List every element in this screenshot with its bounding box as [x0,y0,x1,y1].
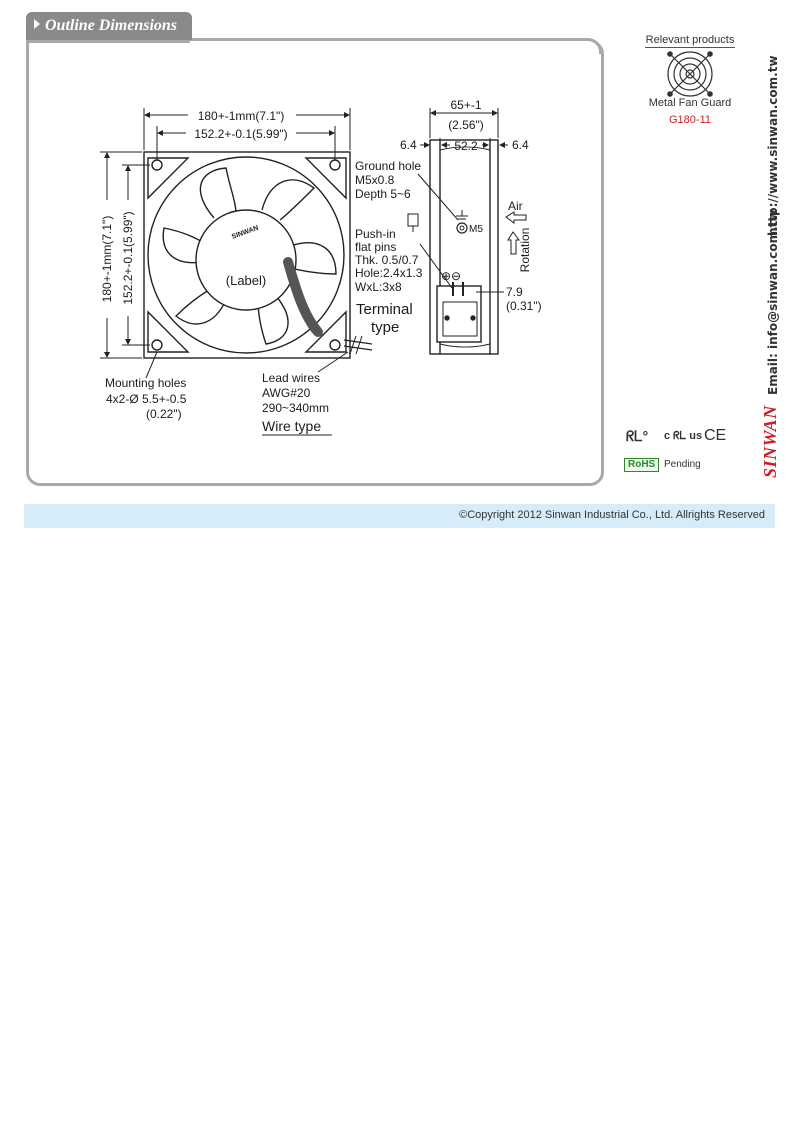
mounting-holes-inch: (0.22") [146,407,182,421]
hole-spacing-vertical: 152.2+-0.1(5.99") [121,211,135,305]
inner-depth-dim: 52.2 [454,139,478,153]
corner-strut [148,312,188,352]
ce-mark: CE [704,427,727,444]
fan-blade [200,168,236,218]
push-in-size: WxL:3x8 [355,280,402,294]
depth-dim: 65+-1 [450,98,482,112]
footer-bar [24,504,775,528]
mounting-hole [152,160,162,170]
relevant-product-code[interactable]: G180-11 [669,114,711,126]
fan-blade [262,180,314,220]
lead-wire-end [344,340,372,344]
copyright-text: ©Copyright 2012 Sinwan Industrial Co., Ltd. Allrights Reserved [459,509,765,521]
flange-right-dim: 6.4 [512,138,529,152]
fan-hub [196,210,296,310]
fan-front-view [144,152,372,358]
ul-mark: ᖇᒪ° [626,428,649,444]
flange-left-dim: 6.4 [400,138,417,152]
ground-hole-depth: Depth 5~6 [355,187,411,201]
cul-mark: c ᖇᒪ us [664,430,703,442]
fan-blade [290,243,336,274]
polarity-symbols: ⊕⊖ [441,269,462,283]
corner-strut [148,158,188,198]
mounting-hole [152,340,162,350]
relevant-products-title: Relevant products [645,34,735,46]
rohs-status: Pending [664,459,701,470]
depth-dim-inch: (2.56") [448,118,484,132]
pin-spacing-dim: 7.9 [506,285,523,299]
rotation-label: Rotation [518,227,532,273]
terminal-type-line1: Terminal [356,301,413,318]
pin-spacing-inch: (0.31") [506,299,542,313]
mounting-holes-title: Mounting holes [105,376,187,390]
label-text: (Label) [225,273,267,288]
ground-hole-thread: M5x0.8 [355,173,395,187]
push-in-subtitle: flat pins [355,240,397,254]
wire-type-caption: Wire type [262,418,322,434]
ground-hole-title: Ground hole [355,159,422,173]
relevant-product-name: Metal Fan Guard [648,97,732,109]
rohs-badge: RoHS [624,458,659,472]
hub-logo: SINWAN [230,224,260,241]
push-in-hole: Hole:2.4x1.3 [355,266,423,280]
fan-guard-icon [668,52,712,96]
terminal-type-line2: type [371,319,400,336]
air-label: Air [508,199,523,213]
relevant-products-heading [640,34,740,48]
width-dim: 180+-1mm(7.1") [197,109,285,123]
fan-side-view [430,140,498,354]
website-url-text[interactable]: http://www.sinwan.com.tw [766,55,780,236]
mounting-holes-size: 4x2-Ø 5.5+-0.5 [106,392,187,406]
airflow-arrow-icon [506,212,526,223]
lead-wires-length: 290~340mm [262,401,330,415]
mounting-hole [330,340,340,350]
push-in-thickness: Thk. 0.5/0.7 [355,253,419,267]
section-title: Outline Dimensions [45,17,178,34]
push-in-title: Push-in [355,227,396,241]
ground-mark-label: M5 [469,224,483,235]
mounting-hole [330,160,340,170]
push-in-pin-icon [408,214,418,226]
lead-wires-title: Lead wires [262,371,321,385]
outline-drawing [0,0,800,500]
contact-email-text[interactable]: Email: info@sinwan.com.tw [766,209,780,395]
brand-logo-text: SINWAN [760,405,780,478]
hole-spacing-dim: 152.2+-0.1(5.99") [194,127,288,141]
lead-wires-awg: AWG#20 [262,386,311,400]
height-dim: 180+-1mm(7.1") [100,215,114,303]
